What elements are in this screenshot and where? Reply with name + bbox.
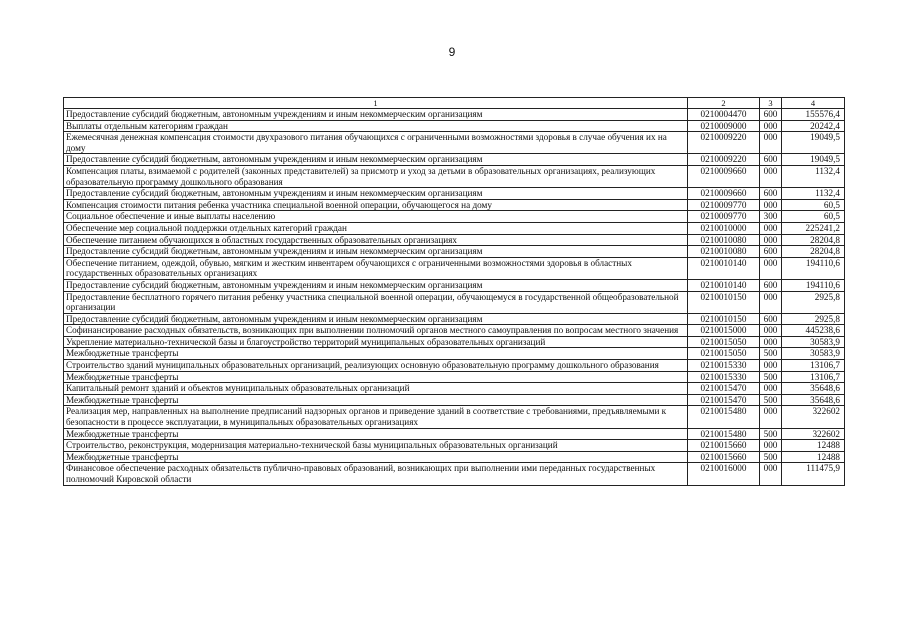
row-type-cell: 000	[760, 360, 782, 372]
row-name-cell: Межбюджетные трансферты	[64, 348, 688, 360]
row-code-cell: 0210010080	[688, 234, 760, 246]
table-row	[64, 234, 845, 246]
header-col-1: 1	[64, 98, 688, 109]
row-amount-cell: 28204,8	[782, 234, 845, 246]
header-col-2: 2	[688, 98, 760, 109]
row-code-cell: 0210010150	[688, 313, 760, 325]
row-name-cell: Софинансирование расходных обязательств, возникающих при выполнении полномочий органов местного самоуправления по вопросам местного значения	[64, 325, 688, 337]
row-name-cell: Социальное обеспечение и иные выплаты населению	[64, 211, 688, 223]
row-type-cell: 500	[760, 428, 782, 440]
row-name-cell: Выплаты отдельным категориям граждан	[64, 120, 688, 132]
row-type-cell: 500	[760, 348, 782, 360]
row-type-cell: 500	[760, 394, 782, 406]
table-row	[64, 211, 845, 223]
row-type-cell: 000	[760, 336, 782, 348]
row-amount-cell: 1132,4	[782, 165, 845, 187]
row-type-cell: 000	[760, 291, 782, 313]
row-type-cell: 000	[760, 120, 782, 132]
row-name-cell: Обеспечение питанием, одеждой, обувью, мягким и жестким инвентарем обучающихся с ограниченными возможностями здоровья в областных государственных образовательных организациях	[64, 257, 688, 279]
row-name-cell: Строительство, реконструкция, модернизация материально-технической базы муниципальных образовательных организаций	[64, 440, 688, 452]
row-code-cell: 0210015330	[688, 360, 760, 372]
row-code-cell: 0210009220	[688, 132, 760, 154]
table-row	[64, 406, 845, 428]
table-row	[64, 371, 845, 383]
header-col-3: 3	[760, 98, 782, 109]
table-header-row	[64, 98, 845, 109]
row-code-cell: 0210016000	[688, 463, 760, 485]
table-row	[64, 257, 845, 279]
row-amount-cell: 194110,6	[782, 257, 845, 279]
table-row	[64, 120, 845, 132]
row-name-cell: Межбюджетные трансферты	[64, 371, 688, 383]
table-row	[64, 246, 845, 258]
row-name-cell: Предоставление субсидий бюджетным, автономным учреждениям и иным некоммерческим организациям	[64, 188, 688, 200]
row-name-cell: Компенсация платы, взимаемой с родителей (законных представителей) за присмотр и уход за детьми в образовательных организациях, реализующих образовательную программу дошкольного образования	[64, 165, 688, 187]
row-code-cell: 0210009660	[688, 165, 760, 187]
row-code-cell: 0210015470	[688, 394, 760, 406]
row-name-cell: Предоставление бесплатного горячего питания ребенку участника специальной военной операции, обучающемуся в государственной общеобразовательной организации	[64, 291, 688, 313]
row-amount-cell: 30583,9	[782, 336, 845, 348]
row-amount-cell: 28204,8	[782, 246, 845, 258]
row-amount-cell: 445238,6	[782, 325, 845, 337]
row-name-cell: Межбюджетные трансферты	[64, 451, 688, 463]
row-amount-cell: 322602	[782, 406, 845, 428]
row-code-cell: 0210010140	[688, 257, 760, 279]
row-code-cell: 0210009000	[688, 120, 760, 132]
row-amount-cell: 20242,4	[782, 120, 845, 132]
row-type-cell: 600	[760, 279, 782, 291]
table-row	[64, 325, 845, 337]
row-type-cell: 000	[760, 165, 782, 187]
row-amount-cell: 13106,7	[782, 360, 845, 372]
row-code-cell: 0210004470	[688, 109, 760, 121]
row-amount-cell: 322602	[782, 428, 845, 440]
row-type-cell: 600	[760, 313, 782, 325]
row-type-cell: 300	[760, 211, 782, 223]
row-amount-cell: 225241,2	[782, 222, 845, 234]
row-amount-cell: 1132,4	[782, 188, 845, 200]
row-code-cell: 0210010000	[688, 222, 760, 234]
row-type-cell: 000	[760, 440, 782, 452]
row-code-cell: 0210010150	[688, 291, 760, 313]
table-row	[64, 291, 845, 313]
row-code-cell: 0210015470	[688, 383, 760, 395]
row-type-cell: 600	[760, 246, 782, 258]
row-name-cell: Ежемесячная денежная компенсация стоимости двухразового питания обучающихся с ограниченными возможностями здоровья в случае обучения их на дому	[64, 132, 688, 154]
row-amount-cell: 12488	[782, 440, 845, 452]
table-row	[64, 109, 845, 121]
row-name-cell: Строительство зданий муниципальных образовательных организаций, реализующих основную образовательную программу дошкольного образования	[64, 360, 688, 372]
row-name-cell: Предоставление субсидий бюджетным, автономным учреждениям и иным некоммерческим организациям	[64, 279, 688, 291]
row-name-cell: Предоставление субсидий бюджетным, автономным учреждениям и иным некоммерческим организациям	[64, 109, 688, 121]
row-amount-cell: 111475,9	[782, 463, 845, 485]
row-type-cell: 500	[760, 371, 782, 383]
row-type-cell: 000	[760, 234, 782, 246]
table-row	[64, 154, 845, 166]
row-type-cell: 000	[760, 325, 782, 337]
header-col-4: 4	[782, 98, 845, 109]
row-code-cell: 0210010140	[688, 279, 760, 291]
row-name-cell: Укрепление материально-технической базы и благоустройство территорий муниципальных образовательных организаций	[64, 336, 688, 348]
row-type-cell: 000	[760, 406, 782, 428]
page-number: 9	[448, 45, 456, 59]
row-name-cell: Межбюджетные трансферты	[64, 394, 688, 406]
row-code-cell: 0210015480	[688, 406, 760, 428]
row-amount-cell: 60,5	[782, 199, 845, 211]
table-row	[64, 463, 845, 485]
table-row	[64, 188, 845, 200]
row-amount-cell: 35648,6	[782, 383, 845, 395]
table-row	[64, 336, 845, 348]
table-row	[64, 360, 845, 372]
row-type-cell: 500	[760, 451, 782, 463]
row-name-cell: Реализация мер, направленных на выполнение предписаний надзорных органов и приведение зданий в соответствие с требованиями, предъявляемыми к безопасности в процессе эксплуатации, в муниципальных образовательных организациях	[64, 406, 688, 428]
row-code-cell: 0210009220	[688, 154, 760, 166]
row-code-cell: 0210015050	[688, 336, 760, 348]
table-row	[64, 440, 845, 452]
table-row	[64, 199, 845, 211]
row-name-cell: Предоставление субсидий бюджетным, автономным учреждениям и иным некоммерческим организациям	[64, 246, 688, 258]
row-code-cell: 0210015480	[688, 428, 760, 440]
row-amount-cell: 60,5	[782, 211, 845, 223]
row-name-cell: Предоставление субсидий бюджетным, автономным учреждениям и иным некоммерческим организациям	[64, 154, 688, 166]
table-row	[64, 428, 845, 440]
row-amount-cell: 30583,9	[782, 348, 845, 360]
row-code-cell: 0210015000	[688, 325, 760, 337]
row-amount-cell: 2925,8	[782, 313, 845, 325]
row-amount-cell: 13106,7	[782, 371, 845, 383]
row-type-cell: 600	[760, 154, 782, 166]
table-row	[64, 394, 845, 406]
row-name-cell: Межбюджетные трансферты	[64, 428, 688, 440]
row-code-cell: 0210015660	[688, 451, 760, 463]
row-name-cell: Капитальный ремонт зданий и объектов муниципальных образовательных организаций	[64, 383, 688, 395]
row-code-cell: 0210015330	[688, 371, 760, 383]
table-row	[64, 222, 845, 234]
table-body	[64, 109, 845, 486]
row-name-cell: Компенсация стоимости питания ребенка участника специальной военной операции, обучающегося на дому	[64, 199, 688, 211]
row-code-cell: 0210009660	[688, 188, 760, 200]
row-amount-cell: 19049,5	[782, 132, 845, 154]
row-name-cell: Обеспечение мер социальной поддержки отдельных категорий граждан	[64, 222, 688, 234]
table-row	[64, 383, 845, 395]
row-amount-cell: 2925,8	[782, 291, 845, 313]
row-amount-cell: 12488	[782, 451, 845, 463]
row-code-cell: 0210015050	[688, 348, 760, 360]
row-amount-cell: 194110,6	[782, 279, 845, 291]
row-name-cell: Обеспечение питанием обучающихся в областных государственных образовательных организациях	[64, 234, 688, 246]
row-type-cell: 000	[760, 257, 782, 279]
row-amount-cell: 155576,4	[782, 109, 845, 121]
row-code-cell: 0210009770	[688, 199, 760, 211]
table-row	[64, 348, 845, 360]
row-code-cell: 0210015660	[688, 440, 760, 452]
table-row	[64, 165, 845, 187]
row-type-cell: 600	[760, 188, 782, 200]
table-row	[64, 313, 845, 325]
row-code-cell: 0210009770	[688, 211, 760, 223]
table-row	[64, 279, 845, 291]
table-row	[64, 132, 845, 154]
row-name-cell: Предоставление субсидий бюджетным, автономным учреждениям и иным некоммерческим организациям	[64, 313, 688, 325]
row-type-cell: 000	[760, 132, 782, 154]
row-type-cell: 600	[760, 109, 782, 121]
budget-table	[63, 97, 845, 486]
row-type-cell: 000	[760, 463, 782, 485]
row-type-cell: 000	[760, 199, 782, 211]
table-row	[64, 451, 845, 463]
row-amount-cell: 19049,5	[782, 154, 845, 166]
row-code-cell: 0210010080	[688, 246, 760, 258]
row-amount-cell: 35648,6	[782, 394, 845, 406]
row-type-cell: 000	[760, 383, 782, 395]
row-type-cell: 000	[760, 222, 782, 234]
row-name-cell: Финансовое обеспечение расходных обязательств публично-правовых образований, возникающих при выполнении ими переданных государственных полномочий Кировской области	[64, 463, 688, 485]
